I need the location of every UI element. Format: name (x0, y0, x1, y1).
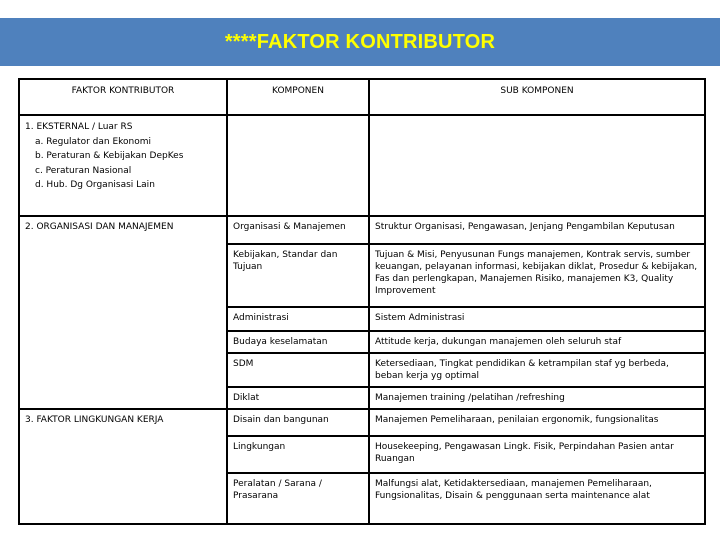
faktor-label: 1. EKSTERNAL / Luar RS (25, 122, 133, 132)
page-title: ****FAKTOR KONTRIBUTOR (224, 30, 496, 53)
empty-cell (227, 115, 369, 216)
sub-komponen-cell: Malfungsi alat, Ketidaktersediaan, manajemen Pemeliharaan, Fungsionalitas, Disain & penggunaan serta maintenance alat (369, 473, 705, 524)
sub-komponen-cell: Housekeeping, Pengawasan Lingk. Fisik, Perpindahan Pasien antar Ruangan (369, 436, 705, 473)
faktor-items (25, 135, 221, 193)
sub-komponen-cell: Sistem Administrasi (369, 307, 705, 331)
header-faktor: FAKTOR KONTRIBUTOR (19, 79, 227, 115)
table-row (19, 216, 705, 244)
sub-komponen-cell: Struktur Organisasi, Pengawasan, Jenjang Pengambilan Keputusan (369, 216, 705, 244)
komponen-cell: Budaya keselamatan (227, 331, 369, 353)
list-item: d. Hub. Dg Organisasi Lain (35, 180, 155, 190)
header-komponen: KOMPONEN (227, 79, 369, 115)
sub-komponen-cell: Manajemen training /pelatihan /refreshing (369, 387, 705, 409)
komponen-cell: Disain dan bangunan (227, 409, 369, 436)
komponen-cell: SDM (227, 353, 369, 387)
faktor-table (18, 78, 706, 525)
list-item: b. Peraturan & Kebijakan DepKes (35, 151, 184, 161)
komponen-cell: Diklat (227, 387, 369, 409)
table-row (19, 115, 705, 216)
sub-komponen-cell: Ketersediaan, Tingkat pendidikan & ketrampilan staf yg berbeda, beban kerja yg optimal (369, 353, 705, 387)
komponen-cell: Organisasi & Manajemen (227, 216, 369, 244)
sub-komponen-cell: Manajemen Pemeliharaan, penilaian ergonomik, fungsionalitas (369, 409, 705, 436)
sub-komponen-cell: Attitude kerja, dukungan manajemen oleh seluruh staf (369, 331, 705, 353)
list-item: a. Regulator dan Ekonomi (35, 136, 152, 147)
komponen-cell: Kebijakan, Standar dan Tujuan (227, 244, 369, 307)
komponen-cell: Peralatan / Sarana / Prasarana (227, 473, 369, 524)
table-row (19, 409, 705, 436)
empty-cell (369, 115, 705, 216)
faktor-organisasi: 2. ORGANISASI DAN MANAJEMEN (19, 216, 227, 409)
list-item: c. Peraturan Nasional (35, 165, 132, 176)
faktor-lingkungan: 3. FAKTOR LINGKUNGAN KERJA (19, 409, 227, 524)
sub-komponen-cell: Tujuan & Misi, Penyusunan Fungs manajemen, Kontrak servis, sumber keuangan, pelayanan informasi, kebijakan diklat, Prosedur & kebijakan, Fas dan perlengkapan, Manajemen Risiko, manajemen K3, Quality Improvement (369, 244, 705, 307)
faktor-eksternal (19, 115, 227, 216)
table-header (19, 79, 705, 115)
title-banner (0, 18, 720, 66)
komponen-cell: Administrasi (227, 307, 369, 331)
header-sub-komponen: SUB KOMPONEN (369, 79, 705, 115)
komponen-cell: Lingkungan (227, 436, 369, 473)
